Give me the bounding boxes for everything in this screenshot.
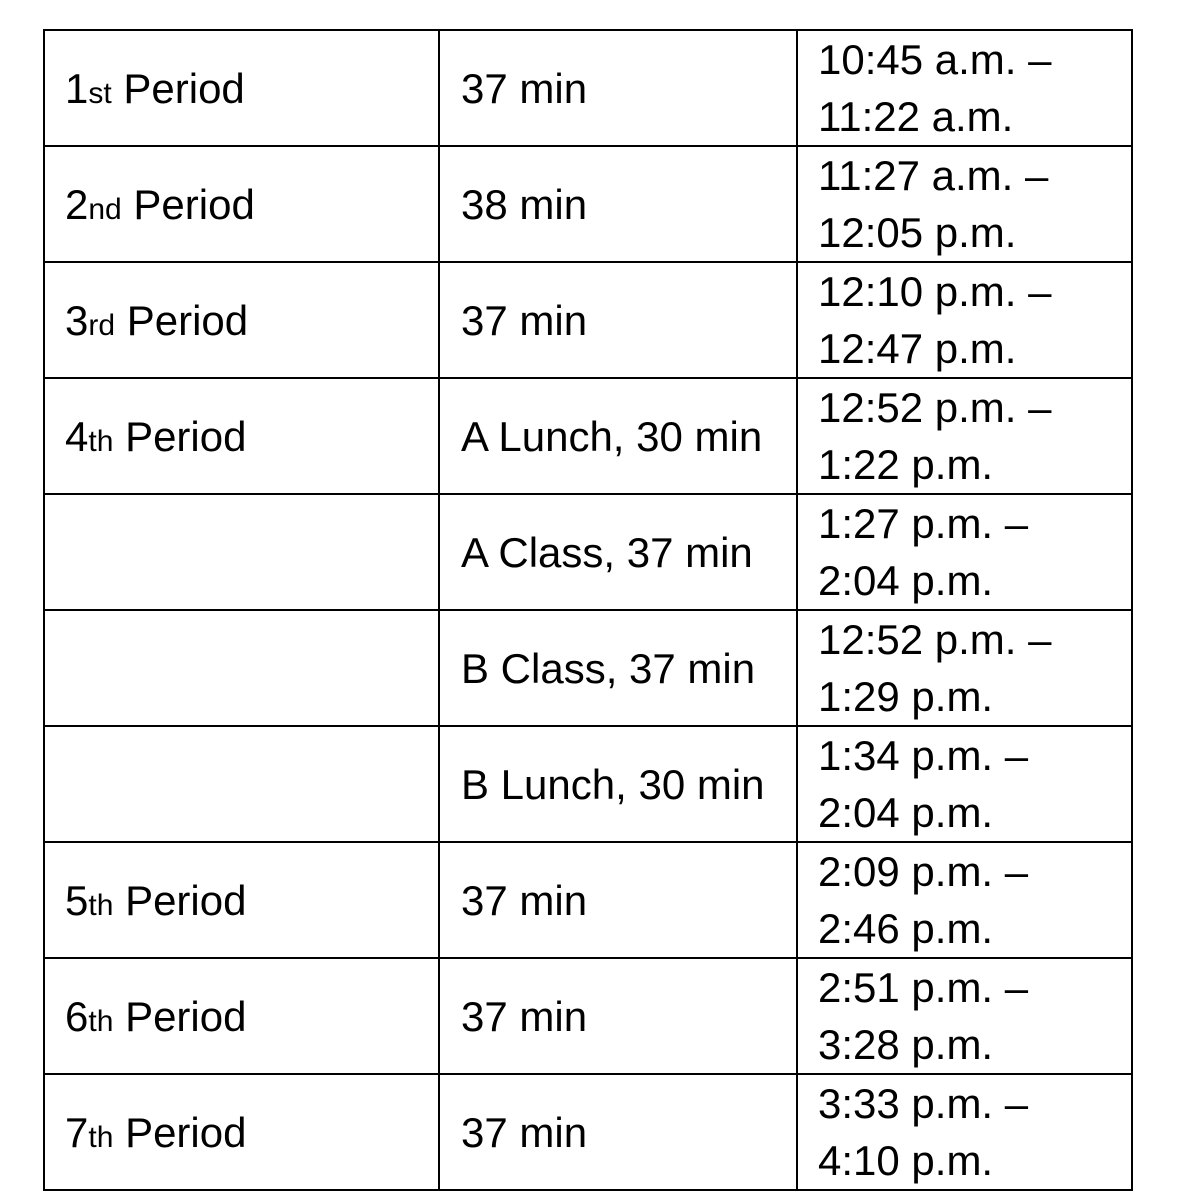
time-end: 2:46 p.m. — [818, 905, 994, 952]
period-number: 2 — [65, 181, 89, 228]
duration-cell: 37 min — [439, 1074, 797, 1190]
time-end: 2:04 p.m. — [818, 789, 994, 836]
time-end: 4:10 p.m. — [818, 1137, 994, 1184]
table-row — [44, 842, 1132, 958]
time-cell — [797, 1074, 1132, 1190]
period-number: 7 — [65, 1109, 89, 1156]
time-end: 1:22 p.m. — [818, 441, 994, 488]
time-start: 3:33 p.m. – — [818, 1080, 1029, 1127]
time-start: 11:27 a.m. – — [818, 152, 1049, 199]
time-start: 1:34 p.m. – — [818, 732, 1029, 779]
period-cell — [44, 146, 439, 262]
period-cell — [44, 842, 439, 958]
period-cell-empty — [44, 494, 439, 610]
duration-cell: 37 min — [439, 262, 797, 378]
time-start: 12:52 p.m. – — [818, 616, 1052, 663]
period-ordinal-suffix: th — [88, 1121, 114, 1154]
period-word: Period — [125, 993, 247, 1040]
duration-cell: A Lunch, 30 min — [439, 378, 797, 494]
time-cell — [797, 146, 1132, 262]
period-ordinal-suffix: nd — [88, 193, 122, 226]
time-cell — [797, 30, 1132, 146]
time-end: 12:05 p.m. — [818, 209, 1017, 256]
time-cell — [797, 958, 1132, 1074]
period-word: Period — [125, 413, 247, 460]
period-ordinal-suffix: th — [88, 1005, 114, 1038]
table-row — [44, 146, 1132, 262]
period-cell — [44, 262, 439, 378]
period-number: 1 — [65, 65, 89, 112]
table-row — [44, 726, 1132, 842]
table-row — [44, 958, 1132, 1074]
time-cell — [797, 262, 1132, 378]
period-ordinal-suffix: th — [88, 889, 114, 922]
time-start: 10:45 a.m. – — [818, 36, 1052, 83]
period-word: Period — [125, 877, 247, 924]
period-word: Period — [123, 65, 245, 112]
time-cell — [797, 842, 1132, 958]
time-cell — [797, 494, 1132, 610]
time-cell — [797, 726, 1132, 842]
duration-cell: 38 min — [439, 146, 797, 262]
time-start: 2:51 p.m. – — [818, 964, 1029, 1011]
time-end: 11:22 a.m. — [818, 93, 1014, 140]
schedule-table-body — [44, 30, 1132, 1190]
period-word: Period — [126, 297, 249, 344]
period-number: 6 — [65, 993, 89, 1040]
table-row — [44, 1074, 1132, 1190]
table-row — [44, 494, 1132, 610]
schedule-table — [43, 29, 1133, 1191]
period-number: 3 — [65, 297, 89, 344]
time-start: 12:52 p.m. – — [818, 384, 1052, 431]
period-cell — [44, 378, 439, 494]
time-end: 2:04 p.m. — [818, 557, 994, 604]
table-row — [44, 262, 1132, 378]
duration-cell: 37 min — [439, 30, 797, 146]
duration-cell: 37 min — [439, 958, 797, 1074]
period-cell — [44, 30, 439, 146]
duration-cell: A Class, 37 min — [439, 494, 797, 610]
table-row — [44, 30, 1132, 146]
period-number: 4 — [65, 413, 89, 460]
period-ordinal-suffix: th — [88, 425, 114, 458]
time-end: 3:28 p.m. — [818, 1021, 994, 1068]
period-number: 5 — [65, 877, 89, 924]
period-cell-empty — [44, 610, 439, 726]
table-row — [44, 378, 1132, 494]
table-row — [44, 610, 1132, 726]
time-cell — [797, 378, 1132, 494]
time-cell — [797, 610, 1132, 726]
time-start: 1:27 p.m. – — [818, 500, 1029, 547]
period-cell — [44, 958, 439, 1074]
time-start: 12:10 p.m. – — [818, 268, 1052, 315]
duration-cell: B Class, 37 min — [439, 610, 797, 726]
time-start: 2:09 p.m. – — [818, 848, 1029, 895]
period-ordinal-suffix: rd — [88, 309, 116, 342]
time-end: 12:47 p.m. — [818, 325, 1017, 372]
period-cell — [44, 1074, 439, 1190]
period-cell-empty — [44, 726, 439, 842]
period-word: Period — [125, 1109, 247, 1156]
period-ordinal-suffix: st — [88, 77, 112, 110]
duration-cell: B Lunch, 30 min — [439, 726, 797, 842]
duration-cell: 37 min — [439, 842, 797, 958]
time-end: 1:29 p.m. — [818, 673, 994, 720]
period-word: Period — [133, 181, 255, 228]
